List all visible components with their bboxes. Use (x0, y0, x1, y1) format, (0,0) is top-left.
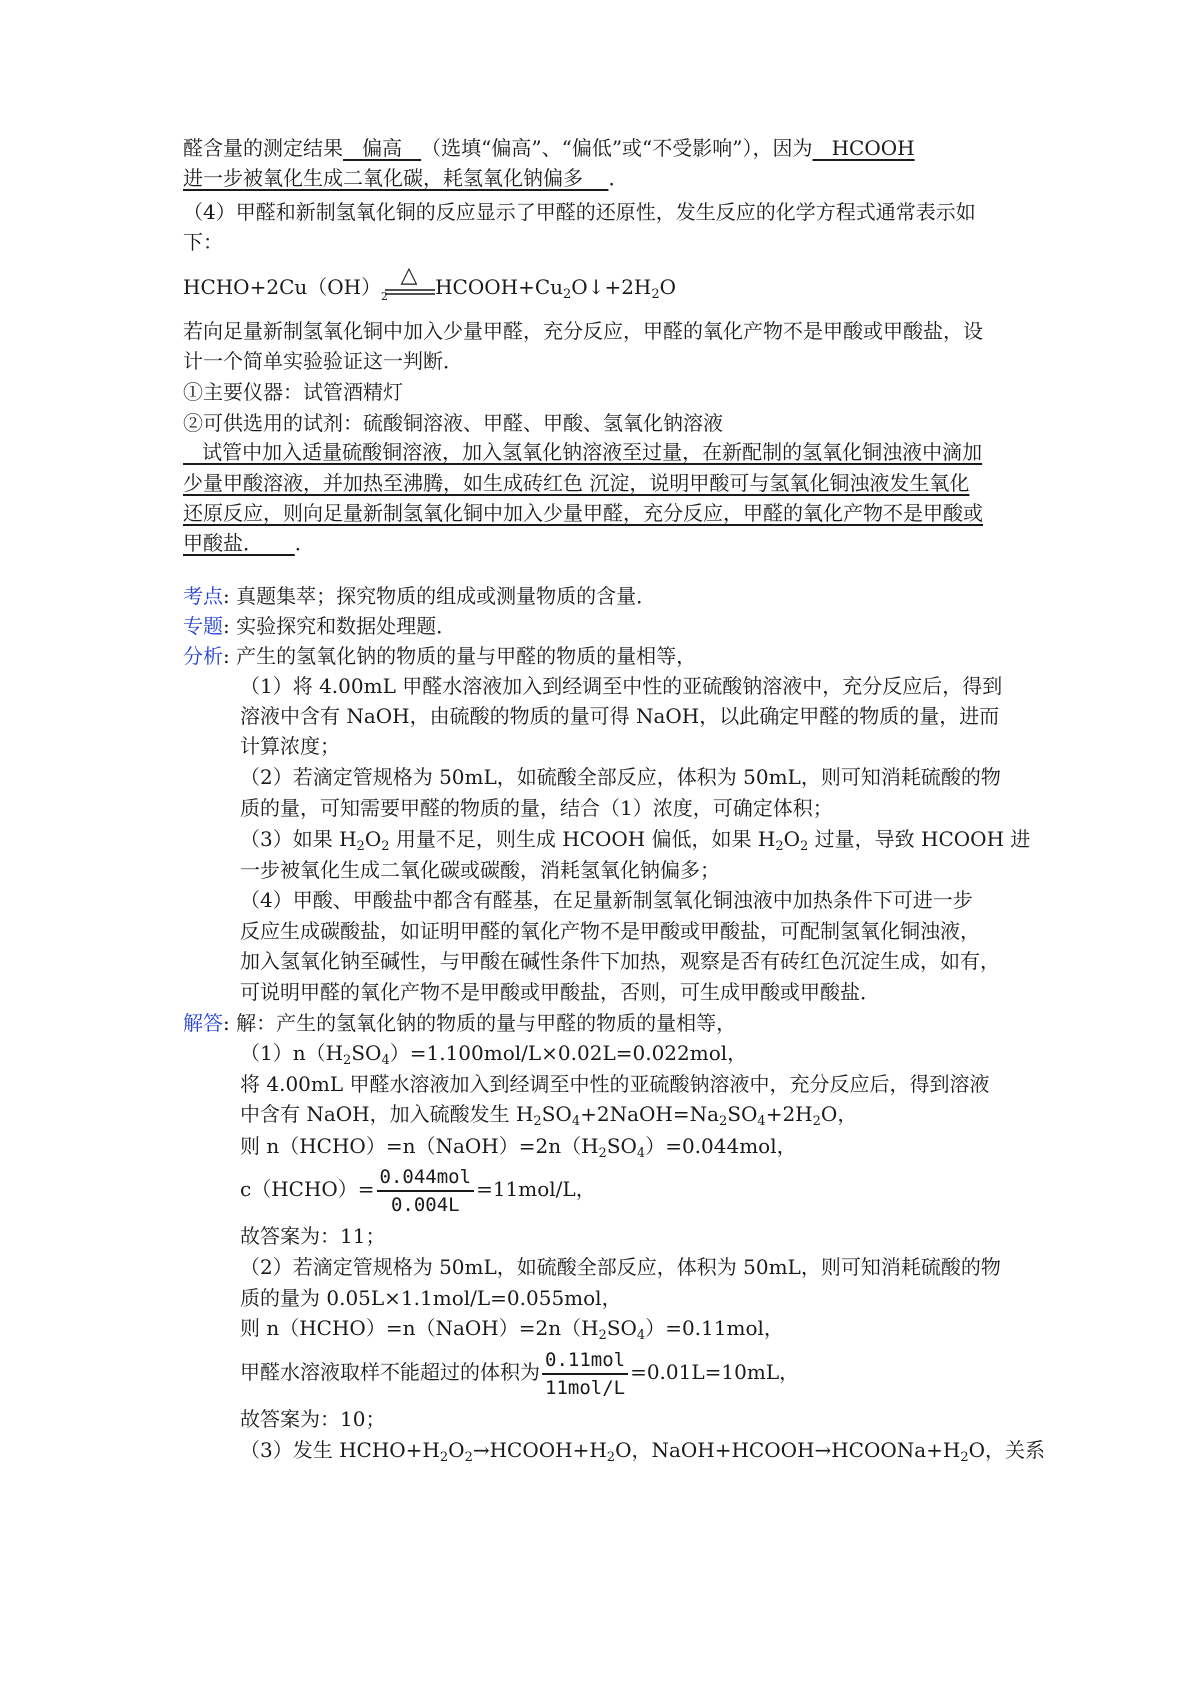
numerator: 0.11mol (542, 1349, 628, 1375)
jieda-line: （2）若滴定管规格为 50mL，如硫酸全部反应，体积为 50mL，则可知消耗硫酸的物 (240, 1255, 1001, 1279)
zhuanti-line (183, 611, 456, 641)
reagent-line: ②可供选用的试剂：硫酸铜溶液、甲醛、甲酸、氢氧化钠溶液 (183, 411, 723, 435)
svg-text:△: △ (400, 263, 418, 288)
answer-text-1: 试管中加入适量硫酸铜溶液，加入氢氧化钠溶液至过量，在新配制的氢氧化铜浊液中滴加 (183, 440, 983, 464)
question-line: 计一个简单实验验证这一判断． (183, 349, 463, 373)
text: SO (541, 1102, 572, 1126)
blank-answer: 甲酸盐． (183, 531, 295, 555)
subscript: 2 (719, 1114, 728, 1129)
instrument-line: ①主要仪器：试管酒精灯 (183, 380, 403, 404)
text: SO (727, 1102, 758, 1126)
subscript: 2 (960, 1450, 969, 1465)
text: 过量，导致 HCOOH 进 (808, 827, 1031, 851)
jieda-line (240, 1313, 784, 1343)
fenxi-line: 一步被氧化生成二氧化碳或碳酸，消耗氢氧化钠偏多； (240, 858, 720, 882)
heat-equals-icon (381, 263, 435, 303)
fenxi-line: （1）将 4.00mL 甲醛水溶液加入到经调至中性的亚硫酸钠溶液中，充分反应后，得到 (240, 674, 1003, 698)
text: SO (606, 1316, 637, 1340)
subscript: 4 (757, 1114, 766, 1129)
text: +2NaOH=Na (580, 1102, 720, 1126)
blank-answer: 进一步被氧化生成二氧化碳，耗氢氧化钠偏多 (183, 166, 609, 190)
text: （1）n（H (240, 1041, 344, 1065)
subscript: 2 (381, 839, 390, 854)
subscript: 2 (775, 839, 784, 854)
text: 中含有 NaOH，加入硫酸发生 H (240, 1102, 534, 1126)
answer-line-2 (183, 163, 628, 193)
text: ）=1.100mol/L×0.02L=0.022mol， (389, 1041, 748, 1065)
text: 醛含量的测定结果 (183, 136, 343, 160)
fenxi-line: 可说明甲醛的氧化产物不是甲酸或甲酸盐，否则，可生成甲酸或甲酸盐． (240, 980, 880, 1004)
blank-answer: HCOOH (812, 136, 915, 160)
text: SO (606, 1134, 637, 1158)
text: O (783, 827, 801, 851)
kaodian-label: 考点 (183, 584, 223, 608)
text: 则 n（HCHO）=n（NaOH）=2n（H (240, 1134, 599, 1158)
text: ）=0.044mol， (645, 1134, 797, 1158)
answer-line-1 (183, 133, 915, 163)
jieda-line: 质的量为 0.05L×1.1mol/L=0.055mol， (240, 1286, 622, 1310)
subscript: 2 (800, 839, 809, 854)
text: 用量不足，则生成 HCOOH 偏低，如果 H (389, 827, 776, 851)
fenxi-line (183, 641, 696, 671)
answer-text-2: 少量甲酸溶液，并加热至沸腾，如生成砖红色 沉淀，说明甲酸可与氢氧化铜浊液发生氧化 (183, 471, 970, 495)
text: O，NaOH+HCOOH→HCOONa+H (615, 1438, 961, 1462)
answer-text-3: 还原反应，则向足量新制氢氧化铜中加入少量甲醛，充分反应，甲醛的氧化产物不是甲酸或 (183, 501, 983, 525)
fenxi-line (240, 824, 1030, 854)
jieda-line: 故答案为：11； (240, 1224, 386, 1248)
jieda-line (240, 1099, 857, 1129)
fenxi-line: 加入氢氧化钠至碱性，与甲酸在碱性条件下加热，观察是否有砖红色沉淀生成，如有， (240, 949, 1000, 973)
question-line: 若向足量新制氢氧化铜中加入少量甲醛，充分反应，甲醛的氧化产物不是甲酸或甲酸盐，设 (183, 319, 983, 343)
jieda-line (183, 1008, 736, 1038)
eq-right: O (659, 275, 677, 299)
jieda-fraction-line (240, 1162, 596, 1216)
subscript: 2 (812, 1114, 821, 1129)
subscript: 2 (651, 287, 660, 302)
question-4-line-2: 下： (183, 230, 223, 254)
text: 甲醛水溶液取样不能超过的体积为 (240, 1360, 540, 1384)
denominator: 0.004L (390, 1193, 460, 1216)
text: （3）如果 H (240, 827, 357, 851)
fenxi-line: 反应生成碳酸盐，如证明甲醛的氧化产物不是甲酸或甲酸盐，可配制氢氧化铜浊液， (240, 919, 980, 943)
fenxi-line: （4）甲酸、甲酸盐中都含有醛基，在足量新制氢氧化铜浊液中加热条件下可进一步 (240, 888, 973, 912)
text: O， (820, 1102, 858, 1126)
eq-right: O↓+2H (571, 275, 652, 299)
subscript: 4 (636, 1146, 646, 1161)
kaodian-line (183, 581, 656, 611)
fenxi-line: 溶液中含有 NaOH，由硫酸的物质的量可得 NaOH，以此确定甲醛的物质的量，进而 (240, 704, 1000, 728)
text: O (364, 827, 382, 851)
text: ． (608, 166, 629, 190)
fraction (377, 1166, 475, 1216)
text: 则 n（HCHO）=n（NaOH）=2n（H (240, 1316, 599, 1340)
fenxi-line: 质的量，可知需要甲醛的物质的量，结合（1）浓度，可确定体积； (240, 796, 833, 820)
subscript: 2 (598, 1328, 607, 1343)
eq-right: HCOOH+Cu (435, 275, 564, 299)
numerator: 0.044mol (377, 1166, 475, 1192)
text: （3）发生 HCHO+H (240, 1438, 440, 1462)
subscript: 2 (606, 1450, 616, 1465)
subscript: 4 (636, 1328, 646, 1343)
kaodian-text: : 真题集萃；探究物质的组成或测量物质的含量． (223, 584, 657, 608)
text: =0.01L=10mL， (630, 1360, 800, 1384)
jieda-line (240, 1435, 1045, 1465)
fraction (542, 1349, 628, 1399)
jieda-line (240, 1131, 797, 1161)
fenxi-line: 计算浓度； (240, 734, 340, 758)
subscript: 2 (598, 1146, 607, 1161)
jieda-line (240, 1038, 747, 1068)
zhuanti-text: : 实验探究和数据处理题． (223, 614, 457, 638)
blank-answer: 偏高 (343, 136, 422, 160)
fenxi-label: 分析 (183, 644, 223, 668)
subscript: 2 (343, 1053, 352, 1068)
eq-left: HCHO+2Cu（OH） (183, 275, 382, 299)
chemical-equation (183, 263, 677, 303)
text: O (448, 1438, 465, 1462)
text: →HCOOH+H (472, 1438, 607, 1462)
text: （选填“偏高”、“偏低”或“不受影响”），因为 (421, 136, 813, 160)
svg-text:2: 2 (381, 289, 389, 303)
subscript: 2 (533, 1114, 542, 1129)
text: ）=0.11mol， (645, 1316, 784, 1340)
text: O，关系 (968, 1438, 1046, 1462)
zhuanti-label: 专题 (183, 614, 223, 638)
fenxi-text: : 产生的氢氧化钠的物质的量与甲醛的物质的量相等， (223, 644, 697, 668)
subscript: 2 (464, 1450, 473, 1465)
text: =11mol/L， (476, 1177, 596, 1201)
subscript: 4 (381, 1053, 390, 1068)
answer-text-4 (183, 528, 315, 558)
text: +2H (765, 1102, 813, 1126)
jieda-text: : 解：产生的氢氧化钠的物质的量与甲醛的物质的量相等， (223, 1011, 737, 1035)
subscript: 2 (356, 839, 365, 854)
jieda-line: 故答案为：10； (240, 1407, 386, 1431)
text: SO (351, 1041, 382, 1065)
subscript: 4 (571, 1114, 581, 1129)
subscript: 2 (563, 287, 572, 302)
jieda-label: 解答 (183, 1011, 223, 1035)
denominator: 11mol/L (545, 1376, 626, 1399)
jieda-fraction-line (240, 1344, 799, 1400)
text: ． (294, 531, 315, 555)
jieda-line: 将 4.00mL 甲醛水溶液加入到经调至中性的亚硫酸钠溶液中，充分反应后，得到溶液 (240, 1072, 990, 1096)
text: c（HCHO）= (240, 1177, 375, 1201)
subscript: 2 (439, 1450, 449, 1465)
fenxi-line: （2）若滴定管规格为 50mL，如硫酸全部反应，体积为 50mL，则可知消耗硫酸的物 (240, 765, 1001, 789)
question-4-line-1: （4）甲醛和新制氢氧化铜的反应显示了甲醛的还原性，发生反应的化学方程式通常表示如 (183, 200, 976, 224)
